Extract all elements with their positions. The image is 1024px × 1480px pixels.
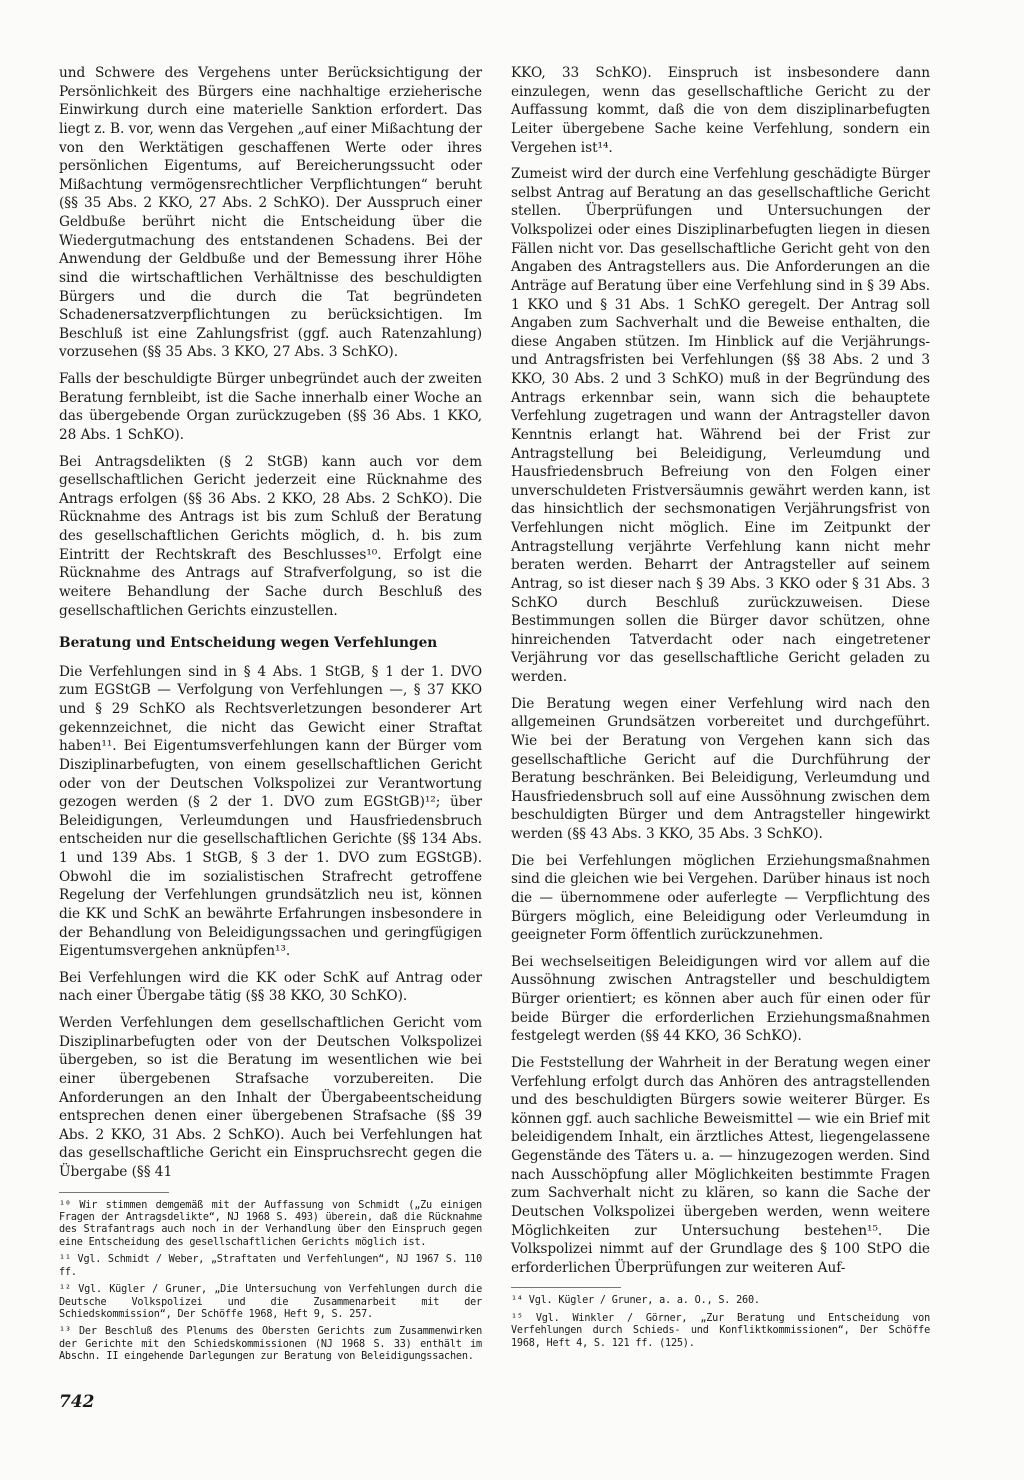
body-paragraph: Bei Verfehlungen wird die KK oder SchK auf Antrag oder nach einer Übergabe tätig (§§ 38 KKO, 30 SchKO).: [59, 969, 482, 1005]
footnote-divider: [59, 1192, 169, 1193]
body-paragraph: Bei Antragsdelikten (§ 2 StGB) kann auch vor dem gesellschaftlichen Gericht jederzeit eine Rücknahme des Antrags erfolgen (§§ 36 Abs. 2 KKO, 28 Abs. 2 SchKO). Die Rücknahme des Antrags ist bis zum Schluß der Beratung des gesellschaftlichen Gerichts möglich, d. h. bis zum Eintritt der Rechtskraft des Beschlusses¹⁰. Erfolgt eine Rücknahme des Antrags auf Strafverfolgung, so ist die weitere Behandlung der Sache durch Beschluß des gesellschaftlichen Gerichts einzustellen.: [59, 453, 482, 619]
footnote: ¹¹ Vgl. Schmidt / Weber, „Straftaten und Verfehlungen“, NJ 1967 S. 110 ff.: [59, 1254, 482, 1278]
right-column: [511, 64, 930, 1355]
footnote: ¹⁵ Vgl. Winkler / Görner, „Zur Beratung und Entscheidung von Verfehlungen durch Schieds- und Konfliktkommissionen“, Der Schöffe 1968, Heft 4, S. 121 ff. (125).: [511, 1312, 930, 1349]
body-paragraph: und Schwere des Vergehens unter Berücksichtigung der Persönlichkeit des Bürgers eine nachhaltige erzieherische Einwirkung durch eine materielle Sanktion erfordert. Das liegt z. B. vor, wenn das Vergehen „auf einer Mißachtung der von den Werktätigen geschaffenen Werte oder ihres persönlichen Eigentums, auf Bereicherungssucht oder Mißachtung vermögensrechtlicher Verpflichtungen“ beruht (§§ 35 Abs. 2 KKO, 27 Abs. 2 SchKO). Der Ausspruch einer Geldbuße berührt nicht die Entscheidung über die Wiedergutmachung des entstandenen Schadens. Bei der Anwendung der Geldbuße und der Bemessung ihrer Höhe sind die wirtschaftlichen Verhältnisse des beschuldigten Bürgers und die durch die Tat begründeten Schadenersatzverpflichtungen zu berücksichtigen. Im Beschluß ist eine Zahlungsfrist (ggf. auch Ratenzahlung) vorzusehen (§§ 35 Abs. 3 KKO, 27 Abs. 3 SchKO).: [59, 65, 482, 361]
body-paragraph: Die Verfehlungen sind in § 4 Abs. 1 StGB, § 1 der 1. DVO zum EGStGB — Verfolgung von Verfehlungen —, § 37 KKO und § 29 SchKO als Rechtsverletzungen besonderer Art gekennzeichnet, die nicht das Gewicht einer Straftat haben¹¹. Bei Eigentumsverfehlungen kann der Bürger vom Disziplinarbefugten, von einem gesellschaftlichen Gericht oder von der Deutschen Volkspolizei zur Verantwortung gezogen werden (§ 2 der 1. DVO zum EGStGB)¹²; über Beleidigungen, Verleumdungen und Hausfriedensbruch entscheiden nur die gesellschaftlichen Gerichte (§§ 134 Abs. 1 und 139 Abs. 1 StGB, § 3 der 1. DVO zum EGStGB). Obwohl die im sozialistischen Strafrecht getroffene Regelung der Verfehlungen grundsätzlich neu ist, können die KK und SchK an bewährte Erfahrungen insbesondere in der Behandlung von Beleidigungssachen und geringfügigen Eigentumsvergehen anknüpfen¹³.: [59, 663, 482, 960]
body-paragraph: Falls der beschuldigte Bürger unbegründet auch der zweiten Beratung fernbleibt, ist die Sache innerhalb einer Woche an das übergebende Organ zurückzugeben (§§ 36 Abs. 1 KKO, 28 Abs. 1 SchKO).: [59, 371, 482, 443]
body-paragraph: Die Beratung wegen einer Verfehlung wird nach den allgemeinen Grundsätzen vorbereitet und durchgeführt. Wie bei der Beratung von Vergehen kann sich das gesellschaftliche Gericht auf die Durchführung der Beratung beschränken. Bei Beleidigung, Verleumdung und Hausfriedensbruch soll auf eine Aussöhnung zwischen dem beschuldigten Bürger und dem Antragsteller hingewirkt werden (§§ 43 Abs. 3 KKO, 35 Abs. 3 SchKO).: [511, 695, 930, 842]
body-paragraph: Werden Verfehlungen dem gesellschaftlichen Gericht vom Disziplinarbefugten oder von der Deutschen Volkspolizei übergeben, so ist die Beratung im wesentlichen wie bei einer übergebenen Strafsache vorzubereiten. Die Anforderungen an den Inhalt der Übergabeentscheidung entsprechen denen einer übergebenen Strafsache (§§ 39 Abs. 2 KKO, 31 Abs. 2 SchKO). Auch bei Verfehlungen hat das gesellschaftliche Gericht ein Einspruchsrecht gegen die Übergabe (§§ 41: [59, 1015, 482, 1180]
body-paragraph: Bei wechselseitigen Beleidigungen wird vor allem auf die Aussöhnung zwischen Antragsteller und beschuldigtem Bürger orientiert; es können aber auch für einen oder für beide Bürger die erforderlichen Erziehungsmaßnahmen festgelegt werden (§§ 44 KKO, 36 SchKO).: [511, 953, 930, 1045]
footnote: ¹⁴ Vgl. Kügler / Gruner, a. a. O., S. 260.: [511, 1295, 760, 1307]
footnote: ¹³ Der Beschluß des Plenums des Obersten Gerichts zum Zusammenwirken der Gerichte mit den Schiedskommissionen (NJ 1968 S. 33) enthält im Abschn. II eingehende Darlegungen zur Beratung von Beleidigungssachen.: [59, 1326, 482, 1363]
footnote-divider: [511, 1287, 621, 1288]
body-paragraph: Die bei Verfehlungen möglichen Erziehungsmaßnahmen sind die gleichen wie bei Vergehen. Darüber hinaus ist noch die — übernommene oder auferlegte — Verpflichtung des Bürgers möglich, eine Beleidigung oder Verleumdung in geeigneter Form öffentlich zurückzunehmen.: [511, 852, 930, 944]
footnote: ¹² Vgl. Kügler / Gruner, „Die Untersuchung von Verfehlungen durch die Deutsche Volkspolizei und die Zusammenarbeit mit der Schiedskommission“, Der Schöffe 1968, Heft 9, S. 257.: [59, 1284, 482, 1320]
body-paragraph: Zumeist wird der durch eine Verfehlung geschädigte Bürger selbst Antrag auf Beratung an das gesellschaftliche Gericht stellen. Überprüfungen und Untersuchungen der Volkspolizei oder eines Disziplinarbefugten liegen in diesen Fällen nicht vor. Das gesellschaftliche Gericht geht von den Angaben des Antragstellers aus. Die Anforderungen an die Anträge auf Beratung über eine Verfehlung sind in § 39 Abs. 1 KKO und § 31 Abs. 1 SchKO geregelt. Der Antrag soll Angaben zum Sachverhalt und die Beweise enthalten, die diese Angaben stützen. Im Hinblick auf die Verjährungs- und Antragsfristen bei Verfehlungen (§§ 38 Abs. 2 und 3 KKO, 30 Abs. 2 und 3 SchKO) muß in der Begründung des Antrags erkennbar sein, wann sich die behauptete Verfehlung zugetragen und wann der Antragsteller davon Kenntnis erlangt hat. Während bei der Frist zur Antragstellung bei Beleidigung, Verleumdung und Hausfriedensbruch Befreiung von den Folgen einer unverschuldeten Fristversäumnis gewährt werden kann, ist das hinsichtlich der sechsmonatigen Verjährungsfrist von Verfehlungen nicht möglich. Eine im Zeitpunkt der Antragstellung verjährte Verfehlung kann nicht mehr beraten werden. Beharrt der Antragsteller auf seinem Antrag, so ist dieser nach § 39 Abs. 3 KKO oder § 31 Abs. 3 SchKO durch Beschluß zurückzuweisen. Diese Bestimmungen sollen die Bürger davor schützen, ohne hinreichenden Tatverdacht oder nach eingetretener Verjährung vor das gesellschaftliche Gericht geladen zu werden.: [511, 166, 930, 685]
left-column: [59, 64, 482, 1369]
footnote: ¹⁰ Wir stimmen demgemäß mit der Auffassung von Schmidt („Zu einigen Fragen der Antragsdelikte“, NJ 1968 S. 493) überein, daß die Rücknahme des Strafantrags auch noch in der Verhandlung über den Einspruch gegen eine Entscheidung des gesellschaftlichen Gerichts möglich ist.: [59, 1199, 482, 1248]
section-heading: Beratung und Entscheidung wegen Verfehlungen: [59, 635, 438, 652]
page-number: 742: [59, 1392, 95, 1412]
body-paragraph: Die Feststellung der Wahrheit in der Beratung wegen einer Verfehlung erfolgt durch das Anhören des antragstellenden und des beschuldigten Bürgers sowie weiterer Bürger. Es können ggf. auch sachliche Beweismittel — wie ein Brief mit beleidigendem Inhalt, ein ärztliches Attest, liegengelassene Gegenstände des Täters u. a. — hinzugezogen werden. Sind nach Ausschöpfung aller Möglichkeiten bestimmte Fragen zum Sachverhalt nicht zu klären, so kann die Sache der Deutschen Volkspolizei übergeben werden, wenn weitere Möglichkeiten zur Untersuchung bestehen¹⁵. Die Volkspolizei nimmt auf der Grundlage des § 100 StPO die erforderlichen Überprüfungen zur weiteren Auf-: [511, 1054, 930, 1276]
body-paragraph: KKO, 33 SchKO). Einspruch ist insbesondere dann einzulegen, wenn das gesellschaftliche Gericht zu der Auffassung kommt, daß die von dem disziplinarbefugten Leiter übergebene Sache keine Verfehlung, sondern ein Vergehen ist¹⁴.: [511, 65, 930, 156]
